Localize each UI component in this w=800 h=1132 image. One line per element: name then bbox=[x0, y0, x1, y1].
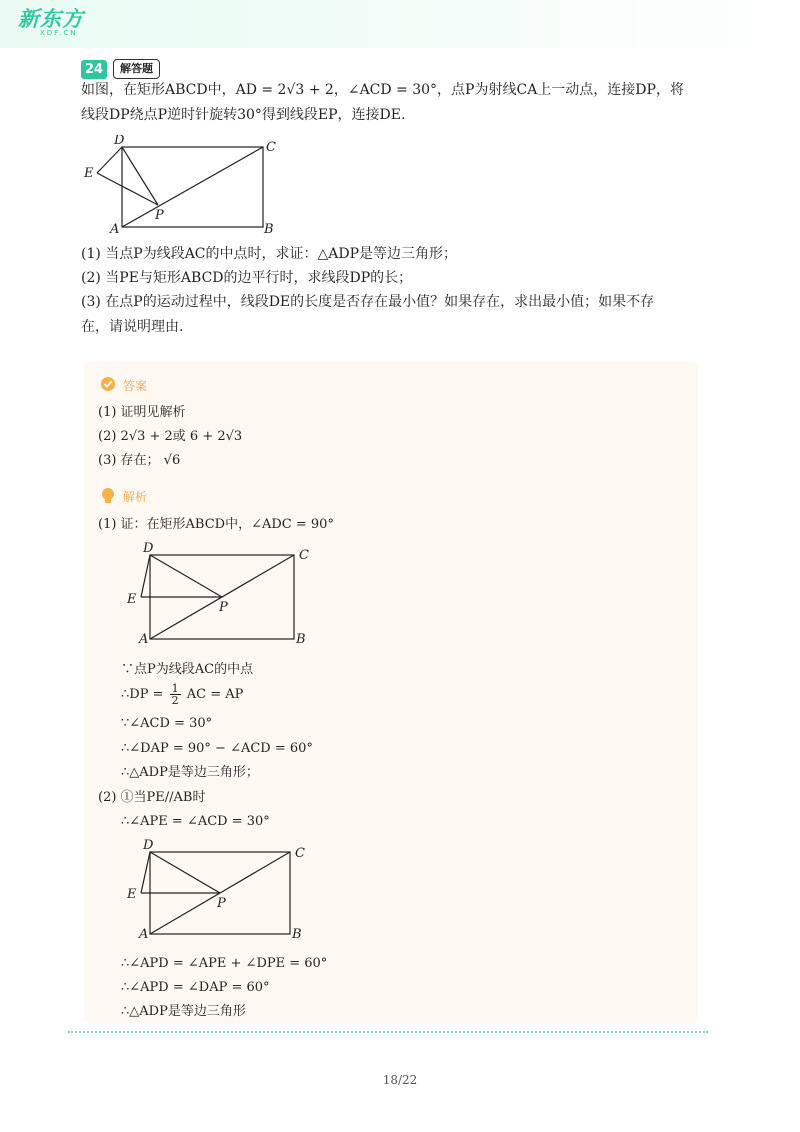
fraction-numerator: 1 bbox=[171, 682, 179, 695]
fraction-one-half bbox=[170, 683, 181, 706]
analysis-1-step2-right: AC = AP bbox=[186, 687, 244, 702]
label-c: C bbox=[266, 140, 276, 155]
question-stem-line1: 如图，在矩形ABCD中，AD = 2√3 + 2，∠ACD = 30°，点P为射线CA上一动点，连接DP，将 bbox=[81, 82, 684, 98]
analysis-figure-2 bbox=[124, 836, 319, 944]
answer-1: (1) 证明见解析 bbox=[98, 405, 186, 420]
fig2-label-d: D bbox=[143, 838, 154, 853]
page-header bbox=[0, 0, 800, 48]
question-figure bbox=[80, 135, 290, 235]
fig2-label-p: P bbox=[217, 896, 226, 911]
label-p: P bbox=[155, 208, 164, 223]
question-stem-line2: 线段DP绕点P逆时针旋转30°得到线段EP，连接DE. bbox=[81, 107, 406, 123]
fig2-label-c: C bbox=[295, 846, 305, 861]
analysis-2-step1: ∴∠APE = ∠ACD = 30° bbox=[121, 814, 270, 829]
segment-dp bbox=[122, 147, 158, 205]
fig1-label-a: A bbox=[139, 632, 149, 647]
fig1-label-c: C bbox=[299, 548, 309, 563]
label-b: B bbox=[264, 222, 274, 235]
analysis-1-step4: ∴∠DAP = 90° − ∠ACD = 60° bbox=[121, 741, 313, 756]
fig2-label-e: E bbox=[127, 887, 137, 902]
dotted-divider bbox=[68, 1031, 708, 1033]
analysis-title: 解析 bbox=[123, 490, 148, 504]
analysis-2-intro: (2) ①当PE//AB时 bbox=[98, 790, 206, 805]
analysis-1-step3: ∵∠ACD = 30° bbox=[121, 716, 213, 731]
analysis-2-step4: ∴△ADP是等边三角形 bbox=[121, 1004, 246, 1019]
fig1-label-p: P bbox=[219, 600, 228, 615]
subquestion-2: (2) 当PE与矩形ABCD的边平行时，求线段DP的长； bbox=[81, 270, 413, 286]
answer-3: (3) 存在； √6 bbox=[98, 453, 181, 468]
analysis-2-step3: ∴∠APD = ∠DAP = 60° bbox=[121, 980, 270, 995]
page-number: 18/22 bbox=[382, 1073, 418, 1087]
analysis-figure-1 bbox=[124, 539, 319, 649]
fig1-label-e: E bbox=[127, 592, 137, 607]
segment-de bbox=[97, 147, 122, 173]
question-number: 24 bbox=[81, 60, 107, 79]
diagonal-ac bbox=[122, 147, 263, 227]
analysis-1-intro: (1) 证：在矩形ABCD中，∠ADC = 90° bbox=[98, 517, 334, 532]
analysis-2-step2: ∴∠APD = ∠APE + ∠DPE = 60° bbox=[121, 956, 328, 971]
answer-title: 答案 bbox=[123, 379, 148, 393]
subquestion-3-line1: (3) 在点P的运动过程中，线段DE的长度是否存在最小值？如果存在，求出最小值；如果不存 bbox=[81, 294, 655, 310]
logo-text: 新东方 bbox=[18, 7, 84, 31]
fraction-denominator: 2 bbox=[171, 694, 179, 707]
analysis-1-step2-left: ∴DP = bbox=[121, 687, 164, 702]
answer-2: (2) 2√3 + 2或 6 + 2√3 bbox=[98, 429, 243, 444]
analysis-1-step1: ∵点P为线段AC的中点 bbox=[121, 662, 254, 677]
fig1-label-b: B bbox=[296, 632, 306, 647]
analysis-1-step2 bbox=[121, 682, 243, 708]
subquestion-1: (1) 当点P为线段AC的中点时，求证：△ADP是等边三角形； bbox=[81, 246, 458, 262]
logo-subtext: XDF.CN bbox=[40, 29, 78, 37]
label-d: D bbox=[114, 135, 125, 148]
question-type-badge: 解答题 bbox=[113, 59, 160, 79]
label-e: E bbox=[84, 166, 94, 181]
fig2-label-b: B bbox=[292, 927, 302, 942]
xdf-logo bbox=[18, 8, 88, 42]
check-icon bbox=[100, 376, 116, 392]
subquestion-3-line2: 在，请说明理由. bbox=[81, 319, 184, 335]
segment-ep bbox=[97, 173, 158, 205]
label-a: A bbox=[110, 222, 120, 235]
fig2-label-a: A bbox=[139, 927, 149, 942]
analysis-1-step5: ∴△ADP是等边三角形； bbox=[121, 765, 259, 780]
fig1-label-d: D bbox=[143, 541, 154, 556]
lightbulb-icon bbox=[100, 487, 116, 505]
